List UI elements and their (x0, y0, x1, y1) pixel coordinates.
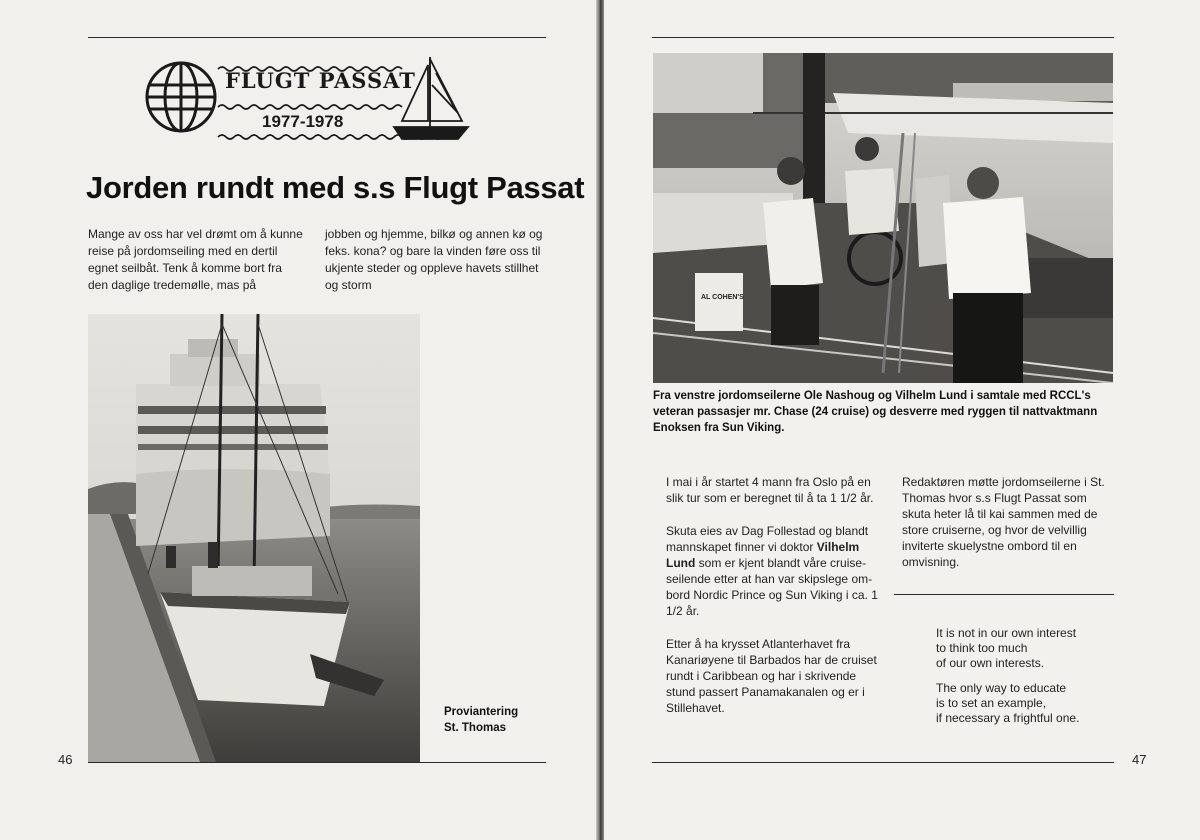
col1-paragraph-3: Etter å ha krysset Atlanterhavet fra Kanariøyene til Barbados har de cruiset rundt i Caribbean og har i skrivende stund passert Panamakanalen og er i Stillehavet. (666, 637, 877, 715)
right-page (604, 0, 1200, 840)
bag-label: AL COHEN'S (701, 294, 744, 301)
col1-p2-text-b: som er kjent blandt våre cruise-seilende etter at han var skipslege om-bord Nordic Prince og Sun Viking i ca. 1 1/2 år. (666, 556, 878, 618)
col2-paragraph-1: Redaktøren møtte jordomseilerne i St. Thomas hvor s.s Flugt Passat som skuta heter lå til kai sammen med de store cruiserne, og hvor de velvillig inviterte skuelystne ombord til en omvisning. (902, 475, 1105, 569)
logo-title: FLUGT PASSAT (225, 68, 416, 93)
col1-p2-text-a: Skuta eies av Dag Follestad og blandt mannskapet finner vi doktor (666, 524, 869, 554)
intro-column-1: Mange av oss har vel drømt om å kunne reise på jordomseiling med en dertil egnet seilbåt. Tenk å komme bort fra den daglige tredemølle, mas på (88, 227, 303, 292)
intro-column-2: jobben og hjemme, bilkø og annen kø og feks. kona? og bare la vinden føre oss til ukjente steder og oppleve havets stillhet og storm (325, 227, 543, 292)
quote-line-2: to think too much (936, 641, 1028, 655)
caption-line-2: St. Thomas (444, 722, 506, 734)
quote-line-4: The only way to educate (936, 681, 1067, 695)
quote-rule (894, 594, 1114, 595)
col1-p2-bold-name: Vilhelm Lund (666, 540, 860, 570)
book-gutter (596, 0, 604, 840)
article-column-1 (666, 474, 878, 733)
col1-paragraph-2 (666, 523, 878, 619)
col1-paragraph-1: I mai i år startet 4 mann fra Oslo på en slik tur som er beregnet til å ta 1 1/2 år. (666, 475, 874, 505)
logo-years: 1977-1978 (262, 112, 344, 131)
quote-block (936, 626, 1116, 726)
article-column-2 (902, 474, 1114, 587)
bottom-rule (652, 762, 1114, 763)
page-number-right: 47 (1132, 752, 1147, 767)
deck-photo-caption: Fra venstre jordomseilerne Ole Nashoug og Vilhelm Lund i samtale med RCCL's veteran passasjer mr. Chase (24 cruise) og desverre med ryggen til nattvaktmann Enoksen fra Sun Viking. (653, 390, 1098, 434)
page-number-left: 46 (58, 752, 73, 767)
quote-line-3: of our own interests. (936, 656, 1045, 670)
quote-line-1: It is not in our own interest (936, 626, 1077, 640)
harbour-photo (88, 314, 420, 762)
caption-line-1: Proviantering (444, 706, 519, 718)
harbour-photo-caption (444, 704, 518, 736)
left-page (0, 0, 596, 840)
deck-photo (653, 53, 1113, 383)
bottom-rule (88, 762, 546, 763)
quote-line-5: is to set an example, (936, 696, 1047, 710)
top-rule (88, 37, 546, 38)
top-rule (652, 37, 1114, 38)
globe-icon (147, 63, 215, 131)
quote-line-6: if necessary a frightful one. (936, 711, 1080, 725)
article-headline: Jorden rundt med s.s Flugt Passat (86, 170, 585, 205)
